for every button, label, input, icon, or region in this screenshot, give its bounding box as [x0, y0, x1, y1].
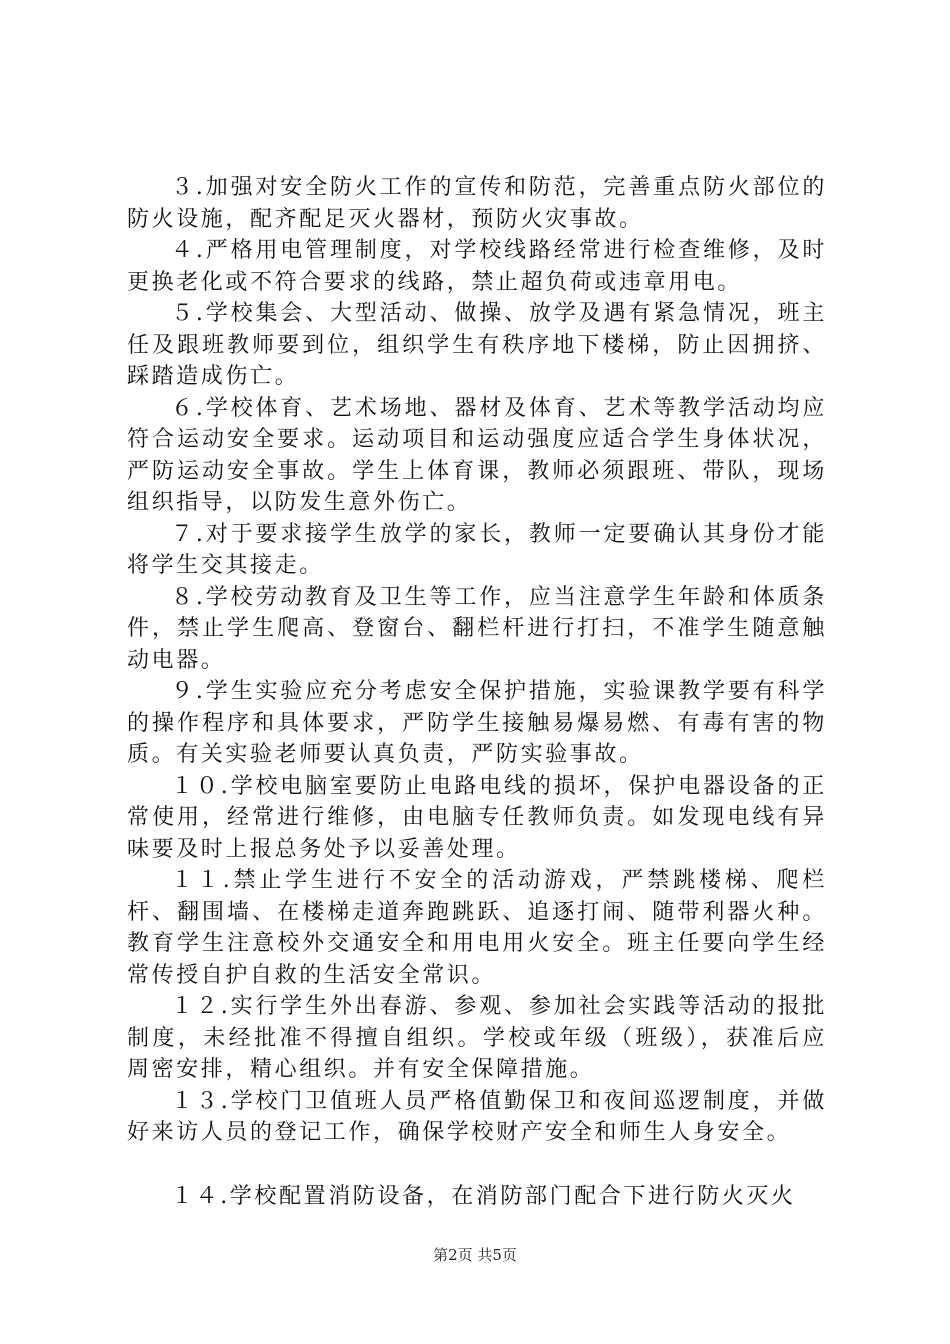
paragraph-item-4: ４.严格用电管理制度，对学校线路经常进行检查维修，及时更换老化或不符合要求的线路，禁止超负荷或违章用电。 [127, 238, 827, 295]
paragraph-item-8: ８.学校劳动教育及卫生等工作，应当注意学生年龄和体质条件，禁止学生爬高、登窗台、翻栏杆进行打扫，不准学生随意触动电器。 [127, 584, 827, 673]
paragraph-item-7: ７.对于要求接学生放学的家长，教师一定要确认其身份才能将学生交其接走。 [127, 521, 827, 578]
document-body [127, 172, 827, 1212]
paragraph-item-9: ９.学生实验应充分考虑安全保护措施，实验课教学要有科学的操作程序和具体要求，严防学生接触易爆易燃、有毒有害的物质。有关实验老师要认真负责，严防实验事故。 [127, 679, 827, 767]
paragraph-item-14: １４.学校配置消防设备，在消防部门配合下进行防火灭火 [171, 1183, 796, 1209]
paragraph-item-6: ６.学校体育、艺术场地、器材及体育、艺术等教学活动均应符合运动安全要求。运动项目和运动强度应适合学生身体状况，严防运动安全事故。学生上体育课，教师必须跟班、带队，现场组织指导，以防发生意外伤亡。 [127, 395, 827, 515]
page-number-footer: 第2页 共5页 [433, 1246, 517, 1264]
paragraph-item-12: １２.实行学生外出春游、参观、参加社会实践等活动的报批制度，未经批准不得擅自组织。学校或年级（班级），获准后应周密安排，精心组织。并有安全保障措施。 [127, 994, 827, 1082]
paragraph-item-3: ３.加强对安全防火工作的宣传和防范，完善重点防火部位的防火设施，配齐配足灭火器材，预防火灾事故。 [127, 175, 827, 232]
paragraph-item-13: １３.学校门卫值班人员严格值勤保卫和夜间巡逻制度，并做好来访人员的登记工作，确保学校财产安全和师生人身安全。 [127, 1088, 827, 1145]
paragraph-item-10: １０.学校电脑室要防止电路电线的损坏，保护电器设备的正常使用，经常进行维修，由电脑专任教师负责。如发现电线有异味要及时上报总务处予以妥善处理。 [127, 773, 827, 862]
paragraph-item-11: １１.禁止学生进行不安全的活动游戏，严禁跳楼梯、爬栏杆、翻围墙、在楼梯走道奔跑跳跃、追逐打闹、随带利器火种。教育学生注意校外交通安全和用电用火安全。班主任要向学生经常传授自护自救的生活安全常识。 [127, 868, 827, 988]
paragraph-item-5: ５.学校集会、大型活动、做操、放学及遇有紧急情况，班主任及跟班教师要到位，组织学生有秩序地下楼梯，防止因拥挤、踩踏造成伤亡。 [127, 301, 827, 389]
